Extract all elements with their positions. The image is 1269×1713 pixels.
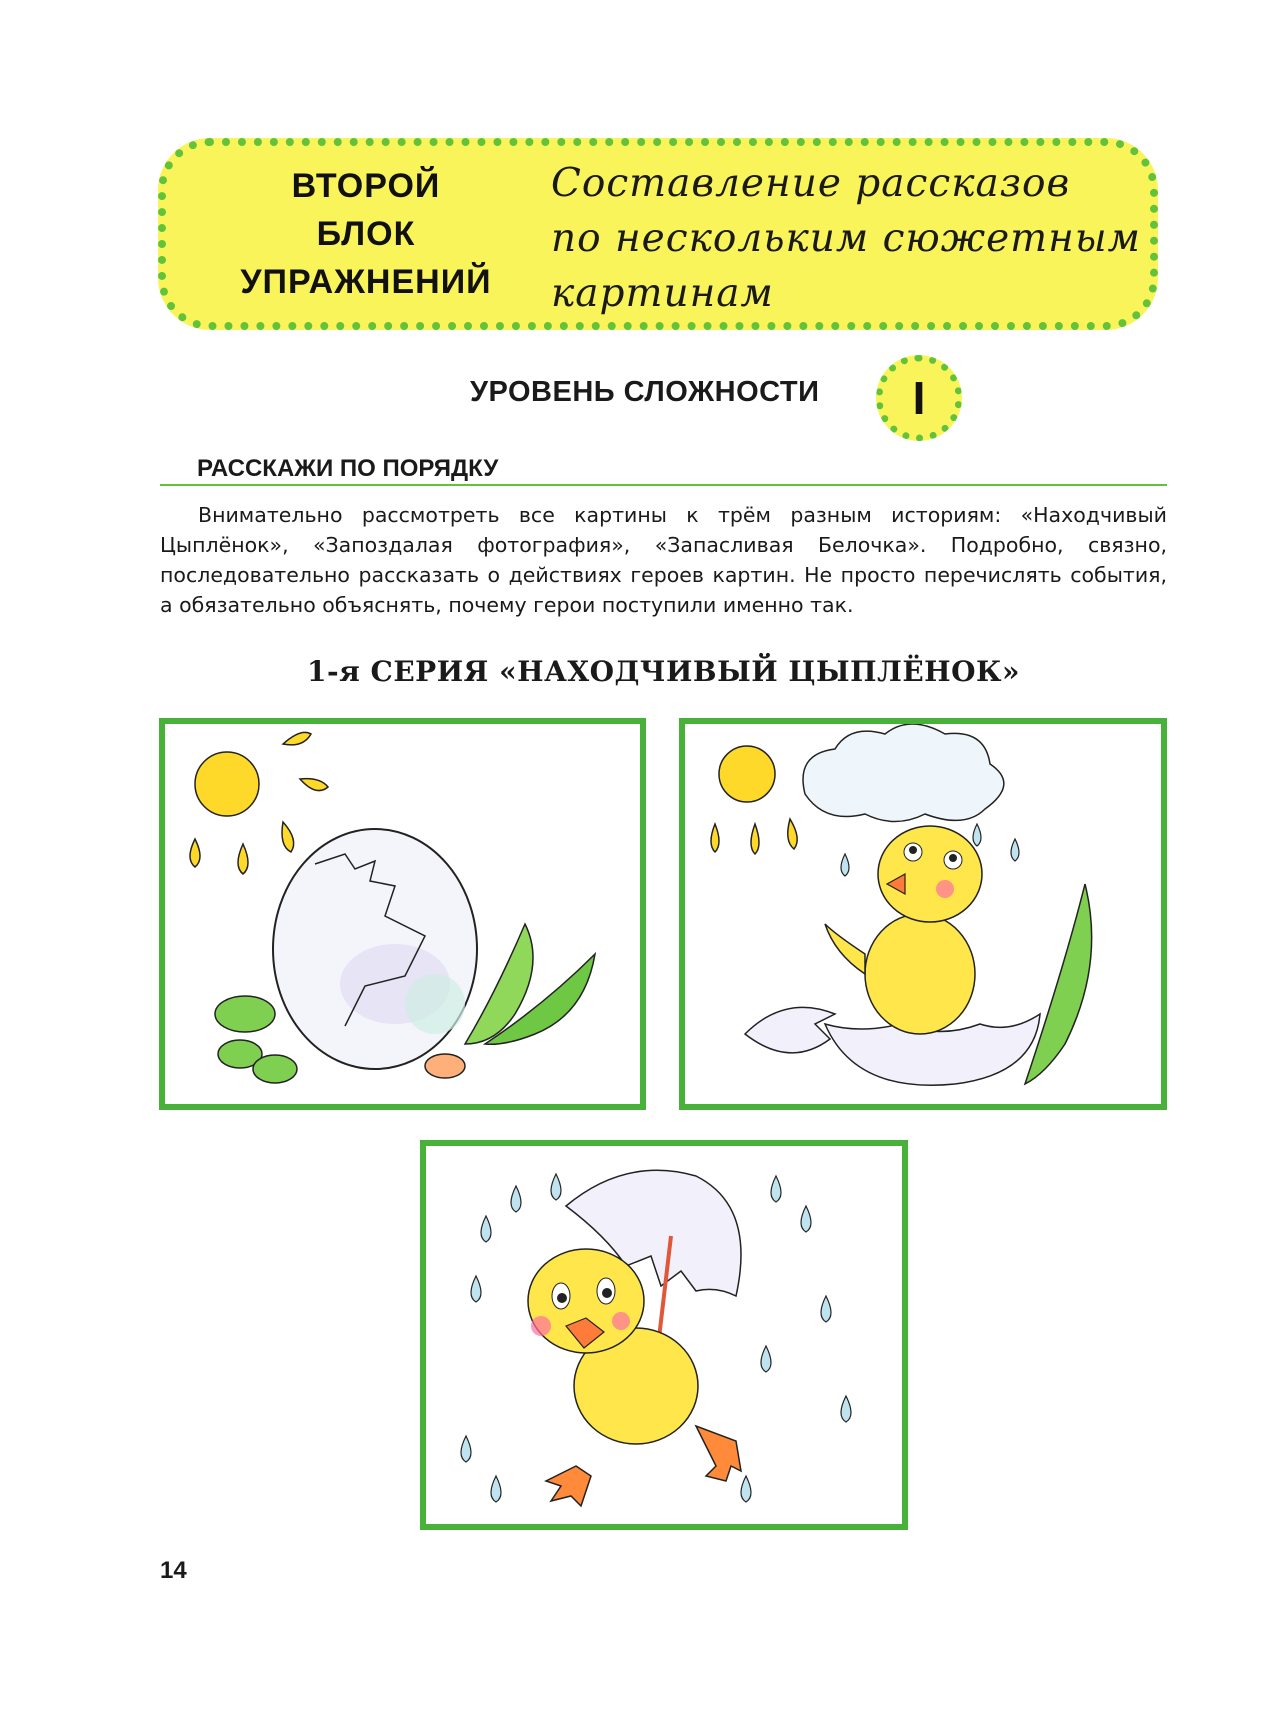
block-title-line: УПРАЖНЕНИЙ	[240, 263, 492, 301]
block-topic	[551, 156, 1161, 321]
raindrop-icon	[973, 824, 981, 846]
sun-ray	[190, 839, 200, 867]
sun-ray	[788, 819, 797, 849]
umbrella-illustration	[426, 1146, 902, 1524]
difficulty-level-label: УРОВЕНЬ СЛОЖНОСТИ	[470, 376, 820, 408]
chick-foot	[696, 1426, 741, 1481]
chick-body	[865, 914, 975, 1034]
raindrop-icon	[841, 854, 849, 876]
leaf	[1025, 884, 1092, 1084]
raindrop-icon	[481, 1216, 491, 1242]
raindrop-icon	[471, 1276, 481, 1302]
raindrop-icon	[801, 1206, 811, 1232]
block-title	[166, 146, 566, 322]
chick-cheek	[936, 880, 954, 898]
block-topic-line: по нескольким сюжетным	[551, 216, 1141, 261]
egg-illustration	[165, 724, 640, 1104]
cloud-icon	[803, 724, 1004, 822]
page-number: 14	[160, 1557, 187, 1584]
eggshell-piece	[745, 1007, 835, 1053]
chick-cheek	[612, 1312, 630, 1330]
picture-1-egg	[159, 718, 646, 1110]
raindrop-icon	[771, 1176, 781, 1202]
sun-ray	[751, 824, 759, 854]
raindrop-icon	[741, 1476, 751, 1502]
sun-icon	[719, 746, 775, 802]
sun-ray	[238, 844, 248, 874]
hatching-illustration	[685, 724, 1161, 1104]
chick-wing	[825, 924, 865, 974]
raindrop-icon	[761, 1346, 771, 1372]
block-topic-line: картинам	[551, 271, 774, 316]
block-title-line: БЛОК	[316, 215, 416, 253]
sun-ray	[300, 779, 328, 791]
picture-3-umbrella	[420, 1140, 908, 1530]
raindrop-icon	[841, 1396, 851, 1422]
raindrop-icon	[461, 1436, 471, 1462]
difficulty-level-badge: I	[876, 355, 962, 441]
section-title: РАССКАЖИ ПО ПОРЯДКУ	[197, 455, 499, 482]
raindrop-icon	[511, 1186, 521, 1212]
chick-cheek	[531, 1316, 551, 1336]
pebble	[425, 1054, 465, 1078]
picture-2-hatching	[679, 718, 1167, 1110]
raindrop-icon	[821, 1296, 831, 1322]
leaf	[253, 1055, 297, 1083]
series-title: 1-я СЕРИЯ «НАХОДЧИВЫЙ ЦЫПЛЁНОК»	[307, 655, 1020, 688]
sun-ray	[282, 822, 294, 852]
raindrop-icon	[491, 1476, 501, 1502]
raindrop-icon	[551, 1174, 561, 1200]
section-divider	[160, 484, 1167, 486]
sun-ray	[711, 824, 719, 852]
chick-head	[878, 826, 982, 922]
sun-icon	[195, 752, 259, 816]
chick-foot	[546, 1466, 591, 1506]
raindrop-icon	[1011, 839, 1019, 861]
instructions-paragraph: Внимательно рассмотреть все картины к трём разным историям: «Находчивый Цыплёнок», «Запоздалая фотография», «Запасливая Белочка». Подробно, связно, последовательно рассказать о действиях героев картин. Не просто перечислять события, а обязательно объяснять, почему герои поступили именно так.	[160, 503, 1167, 617]
chapter-header-banner	[158, 138, 1158, 330]
leaf	[215, 996, 275, 1032]
block-title-line: ВТОРОЙ	[291, 167, 441, 205]
sun-ray	[283, 732, 311, 745]
block-topic-line: Составление рассказов	[551, 161, 1071, 206]
